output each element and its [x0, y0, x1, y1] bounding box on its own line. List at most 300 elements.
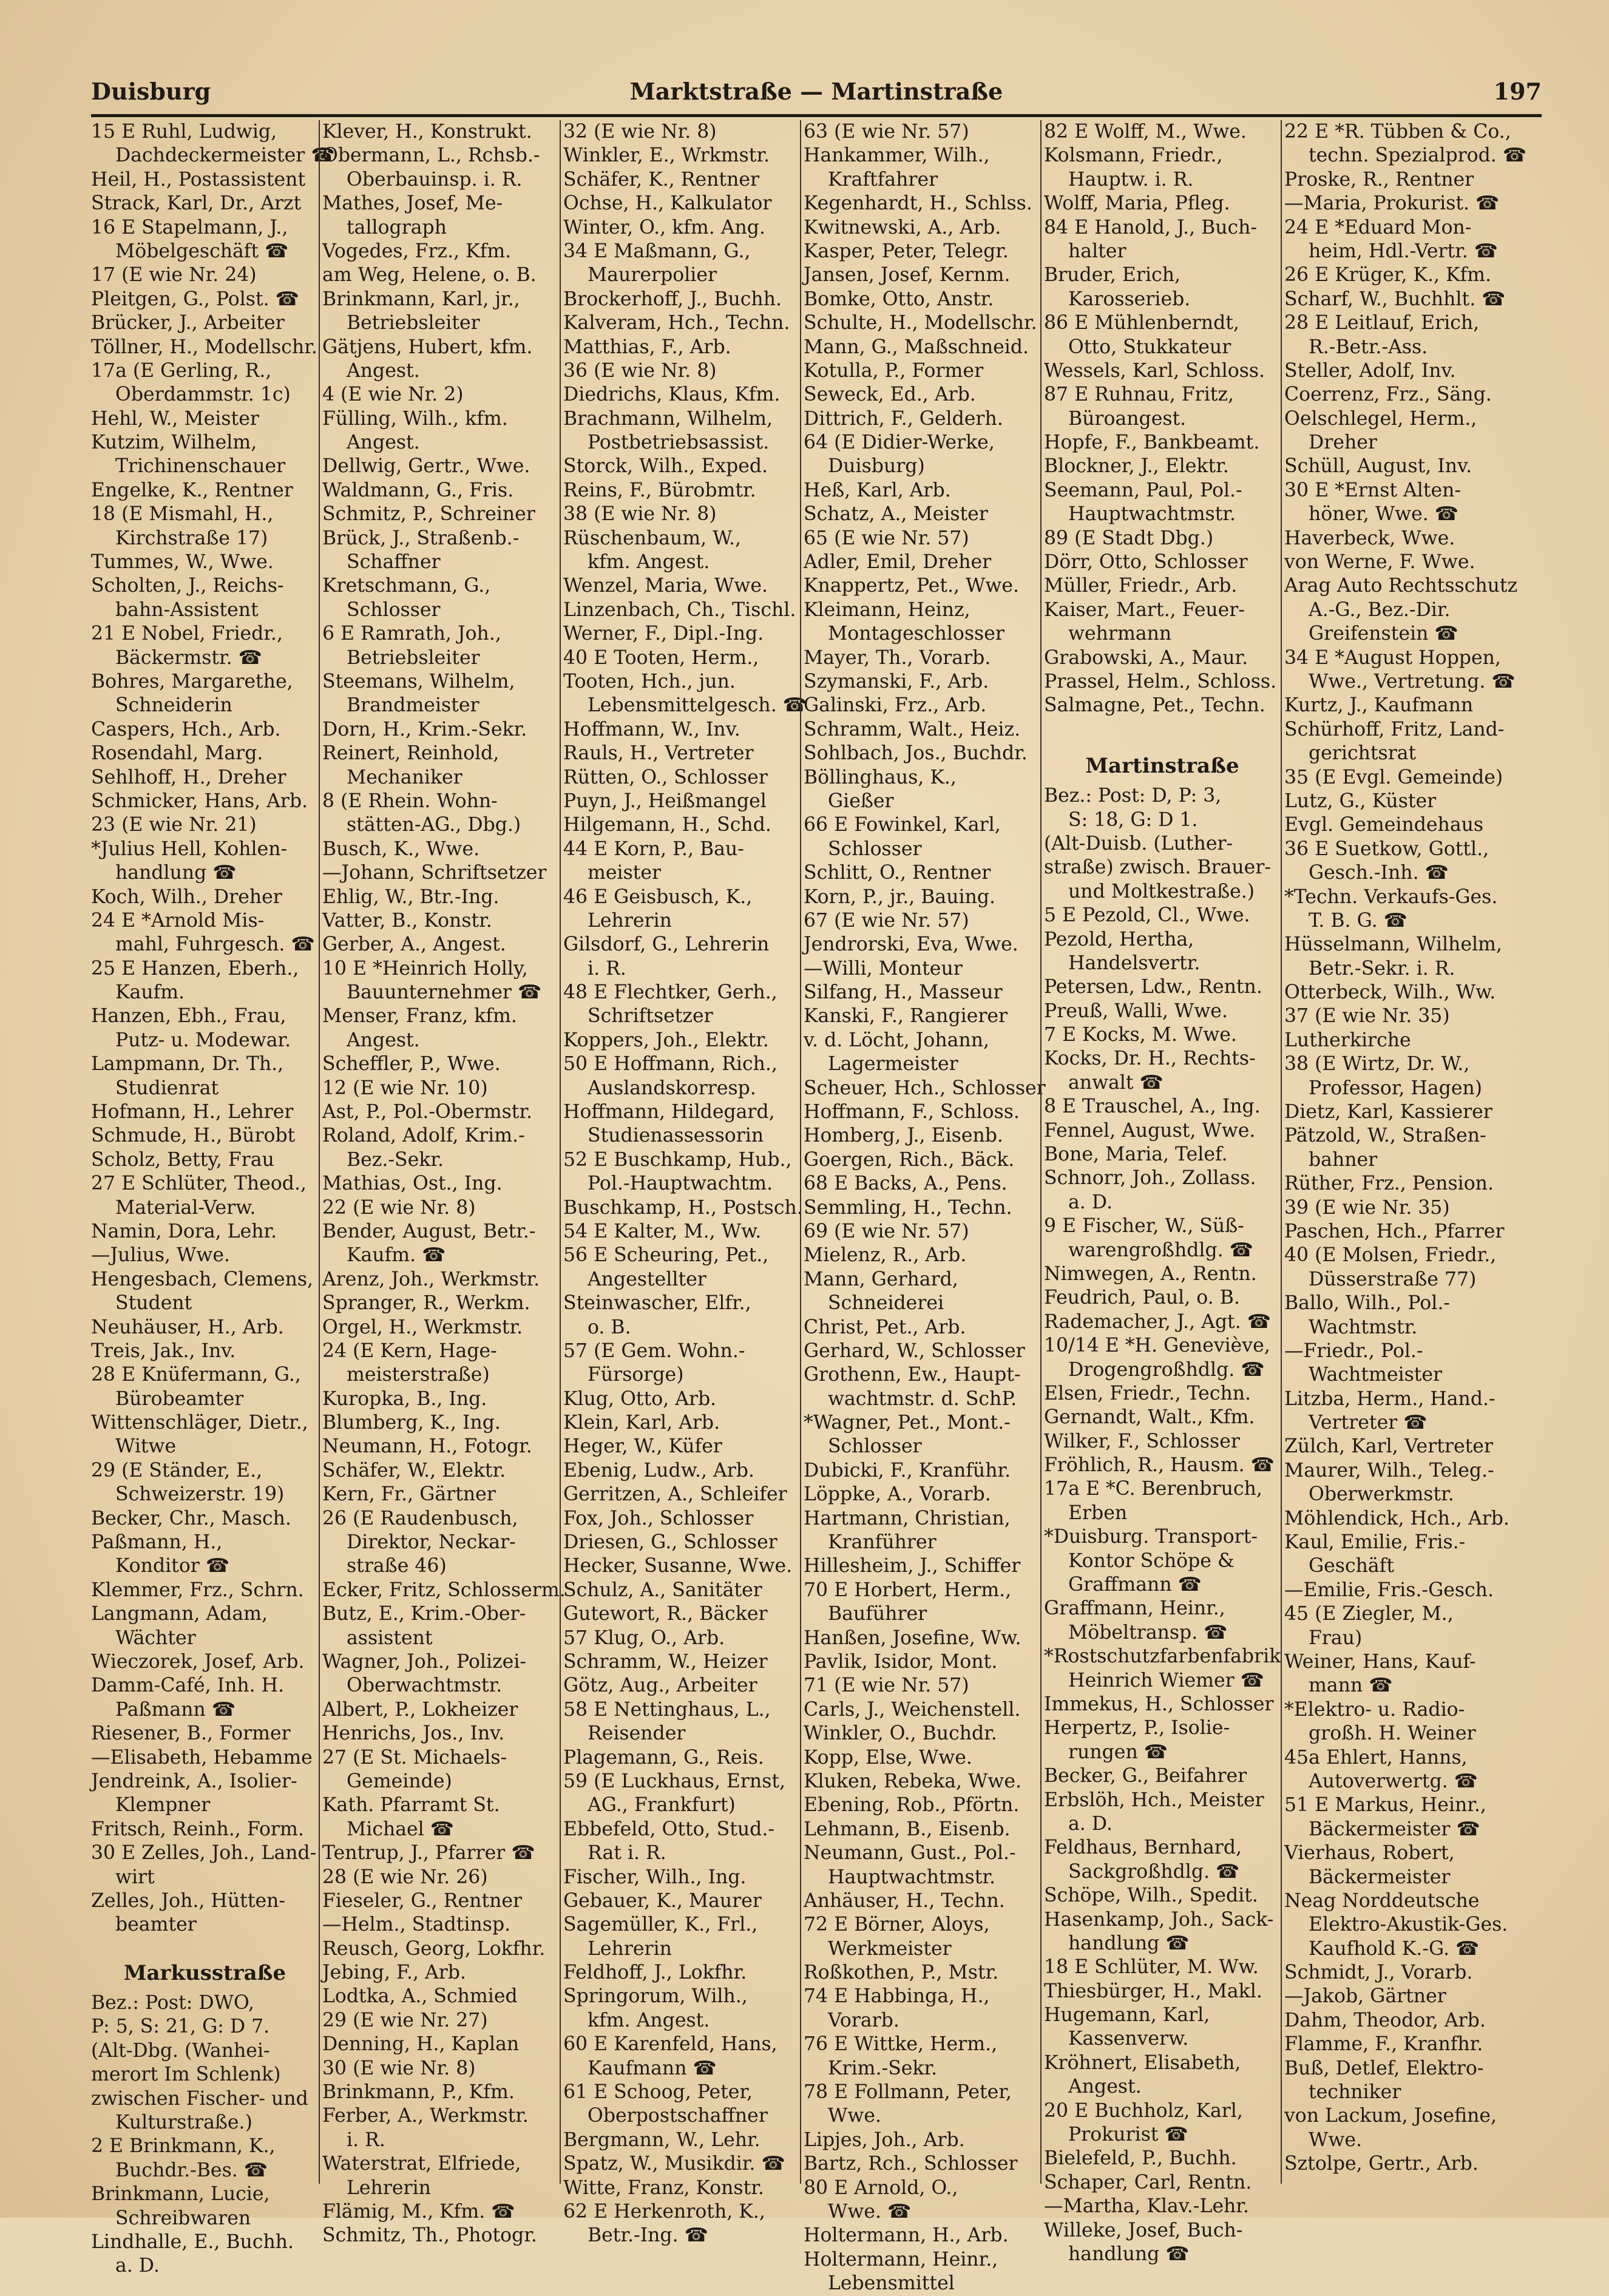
entry-continuation: Bäckermstr. ☎	[115, 646, 262, 669]
directory-entry: 17a (E Gerling, R.,	[91, 359, 272, 382]
directory-entry: Kleimann, Heinz,	[804, 598, 970, 621]
entry-continuation: mahl, Fuhrgesch. ☎	[115, 933, 315, 956]
directory-entry: Löppke, A., Vorarb.	[804, 1483, 991, 1506]
directory-entry: Schürhoff, Fritz, Land-	[1284, 718, 1505, 740]
entry-continuation: Handelsvertr.	[1068, 952, 1201, 974]
directory-entry: Carls, J., Weichenstell.	[804, 1698, 1021, 1721]
directory-columns	[91, 120, 1542, 2295]
directory-entry: Hengesbach, Clemens,	[91, 1268, 314, 1290]
entry-continuation: Schneiderei	[828, 1292, 944, 1315]
entry-continuation: höner, Wwe. ☎	[1309, 503, 1459, 526]
entry-continuation: handlung ☎	[1068, 1932, 1190, 1954]
directory-entry: Reusch, Georg, Lokfhr.	[322, 1937, 546, 1960]
directory-entry: Fox, Joh., Schlosser	[563, 1507, 754, 1529]
directory-entry: 67 (E wie Nr. 57)	[804, 909, 969, 932]
entry-continuation: Angest.	[1068, 2076, 1142, 2098]
entry-continuation: Rat i. R.	[588, 1842, 666, 1864]
directory-entry: Ballo, Wilh., Pol.-	[1284, 1292, 1450, 1315]
directory-entry: —Willi, Monteur	[804, 957, 963, 980]
directory-entry: Töllner, H., Modellschr.	[91, 336, 317, 358]
directory-entry: Riesener, B., Former	[91, 1722, 291, 1745]
entry-continuation: T. B. G. ☎	[1309, 909, 1407, 932]
directory-entry: Möhlendick, Hch., Arb.	[1284, 1507, 1509, 1529]
entry-continuation: Gießer	[828, 790, 894, 812]
directory-entry: Blockner, J., Elektr.	[1044, 455, 1229, 478]
directory-entry: Kröhnert, Elisabeth,	[1044, 2051, 1241, 2074]
directory-entry: 76 E Wittke, Herm.,	[804, 2033, 998, 2056]
directory-entry: Hugemann, Karl,	[1044, 2004, 1210, 2027]
directory-entry: Pätzold, W., Straßen-	[1284, 1125, 1486, 1147]
directory-entry: Gilsdorf, G., Lehrerin	[563, 933, 770, 956]
directory-entry: Salmagne, Pet., Techn.	[1044, 694, 1265, 717]
directory-entry: Nimwegen, A., Rentn.	[1044, 1262, 1257, 1285]
directory-entry: Schüll, August, Inv.	[1284, 455, 1472, 478]
directory-entry: Seemann, Paul, Pol.-	[1044, 479, 1242, 501]
directory-entry: Vierhaus, Robert,	[1284, 1842, 1455, 1864]
entry-continuation: Montageschlosser	[828, 623, 1004, 645]
directory-entry: Reins, F., Bürobmtr.	[563, 479, 756, 501]
directory-entry: Dubicki, F., Kranführ.	[804, 1459, 1011, 1482]
directory-entry: 89 (E Stadt Dbg.)	[1044, 527, 1214, 549]
column-2	[319, 120, 566, 2247]
directory-entry: Klug, Otto, Arb.	[563, 1387, 717, 1410]
directory-entry: —Helm., Stadtinsp.	[322, 1914, 511, 1936]
directory-entry: Mielenz, R., Arb.	[804, 1244, 967, 1267]
directory-entry: Scholten, J., Reichs-	[91, 575, 284, 597]
directory-entry: Zülch, Karl, Vertreter	[1284, 1435, 1493, 1458]
directory-entry: Schramm, Walt., Heiz.	[804, 718, 1021, 740]
directory-entry: Albert, P., Lokheizer	[322, 1698, 518, 1721]
entry-continuation: A.-G., Bez.-Dir.	[1309, 598, 1451, 621]
directory-entry: 6 E Ramrath, Joh.,	[322, 623, 501, 645]
entry-continuation: Sackgroßhdlg. ☎	[1068, 1860, 1240, 1883]
entry-continuation: Schlosser	[828, 838, 922, 860]
entry-continuation: Lehrerin	[347, 2176, 431, 2199]
directory-entry: Jebing, F., Arb.	[322, 1962, 466, 1984]
directory-entry: Plagemann, G., Reis.	[563, 1746, 764, 1769]
entry-continuation: Wwe.	[828, 2105, 881, 2127]
entry-continuation: Vertreter ☎	[1309, 1412, 1428, 1434]
directory-entry: 44 E Korn, P., Bau-	[563, 838, 744, 860]
directory-entry: Puyn, J., Heißmangel	[563, 790, 767, 812]
entry-continuation: Oberdammstr. 1c)	[115, 384, 291, 406]
directory-entry: Rauls, H., Vertreter	[563, 742, 754, 765]
directory-entry: Scheuer, Hch., Schlosser	[804, 1077, 1046, 1099]
entry-continuation: Karosserieb.	[1068, 288, 1191, 310]
directory-entry: Mann, G., Maßschneid.	[804, 336, 1029, 358]
directory-entry: Evgl. Gemeindehaus	[1284, 814, 1484, 836]
entry-continuation: wirt	[115, 1866, 155, 1888]
directory-entry: 62 E Herkenroth, K.,	[563, 2200, 765, 2223]
directory-entry: von Werne, F. Wwe.	[1284, 551, 1475, 574]
directory-entry: —Maria, Prokurist. ☎	[1284, 192, 1500, 215]
directory-entry: Galinski, Frz., Arb.	[804, 694, 987, 717]
directory-entry: 56 E Scheuring, Pet.,	[563, 1244, 769, 1267]
directory-entry: Holtermann, H., Arb.	[804, 2224, 1009, 2247]
directory-entry: 21 E Nobel, Friedr.,	[91, 623, 283, 645]
directory-entry: 17a E *C. Berenbruch,	[1044, 1478, 1262, 1500]
directory-entry: Winter, O., kfm. Ang.	[563, 216, 765, 239]
directory-entry: Schmitz, Th., Photogr.	[322, 2224, 537, 2247]
entry-continuation: Kontor Schöpe &	[1068, 1549, 1235, 1572]
directory-entry: *Elektro- u. Radio-	[1284, 1698, 1465, 1721]
directory-entry: Reinert, Reinhold,	[322, 742, 500, 765]
directory-entry: 30 E *Ernst Alten-	[1284, 479, 1462, 501]
directory-entry: Kluken, Rebeka, Wwe.	[804, 1770, 1021, 1792]
entry-continuation: handlung ☎	[1068, 2243, 1190, 2265]
directory-entry: Kwitnewski, A., Arb.	[804, 216, 1001, 239]
directory-entry: Bomke, Otto, Anstr.	[804, 288, 994, 310]
directory-entry: (Alt-Dbg. (Wanhei-	[91, 2039, 270, 2062]
directory-entry: (Alt-Duisb. (Luther-	[1044, 832, 1233, 855]
directory-entry: Immekus, H., Schlosser	[1044, 1693, 1274, 1715]
entry-continuation: Reisender	[588, 1722, 686, 1745]
entry-continuation: Angestellter	[588, 1268, 706, 1290]
directory-entry: 48 E Flechtker, Gerh.,	[563, 981, 777, 1004]
directory-entry: Kuropka, B., Ing.	[322, 1387, 487, 1410]
entry-continuation: Wwe., Vertretung. ☎	[1309, 670, 1516, 693]
directory-entry: Hüsselmann, Wilhelm,	[1284, 933, 1502, 956]
directory-entry: 37 (E wie Nr. 35)	[1284, 1005, 1450, 1028]
directory-entry: Neumann, Gust., Pol.-	[804, 1842, 1016, 1864]
directory-entry: 46 E Geisbusch, K.,	[563, 886, 753, 908]
entry-continuation: tallograph	[347, 216, 447, 239]
directory-entry: Buschkamp, H., Postsch.	[563, 1196, 803, 1219]
directory-entry: Gebauer, K., Maurer	[563, 1889, 762, 1912]
directory-entry: 84 E Hanold, J., Buch-	[1044, 216, 1258, 239]
entry-continuation: Oberpostschaffner	[588, 2105, 768, 2127]
directory-entry: *Wagner, Pet., Mont.-	[804, 1412, 1011, 1434]
directory-entry: Lipjes, Joh., Arb.	[804, 2128, 965, 2151]
directory-entry: 74 E Habbinga, H.,	[804, 1985, 990, 2008]
directory-entry: 7 E Kocks, M. Wwe.	[1044, 1024, 1237, 1046]
entry-continuation: Angest.	[347, 432, 420, 454]
directory-entry: Pezold, Hertha,	[1044, 928, 1194, 950]
directory-entry: 38 (E wie Nr. 8)	[563, 503, 717, 526]
directory-entry: Wittenschläger, Dietr.,	[91, 1412, 308, 1434]
directory-entry: 32 (E wie Nr. 8)	[563, 121, 717, 143]
directory-entry: Brockerhoff, J., Buchh.	[563, 288, 782, 310]
directory-entry: 34 E Maßmann, G.,	[563, 240, 751, 262]
directory-entry: Lehmann, B., Eisenb.	[804, 1818, 1011, 1840]
entry-continuation: Lehrerin	[588, 909, 672, 932]
directory-entry: 65 (E wie Nr. 57)	[804, 527, 969, 549]
directory-entry: 38 (E Wirtz, Dr. W.,	[1284, 1053, 1470, 1075]
entry-continuation: Greifenstein ☎	[1309, 623, 1458, 645]
directory-entry: —Johann, Schriftsetzer	[322, 862, 547, 884]
entry-continuation: kfm. Angest.	[588, 2009, 710, 2031]
directory-entry: Roland, Adolf, Krim.-	[322, 1125, 525, 1147]
entry-continuation: Graffmann ☎	[1068, 1574, 1202, 1596]
directory-entry: Ferber, A., Werkmstr.	[322, 2105, 529, 2127]
directory-entry: Vatter, B., Konstr.	[322, 909, 492, 932]
directory-entry: Kalveram, Hch., Techn.	[563, 312, 790, 334]
entry-continuation: Trichinenschauer	[115, 455, 286, 478]
directory-entry: Denning, H., Kaplan	[322, 2033, 520, 2056]
directory-entry: Elsen, Friedr., Techn.	[1044, 1382, 1252, 1404]
directory-entry: 16 E Stapelmann, J.,	[91, 216, 288, 239]
directory-entry: Klemmer, Frz., Schrn.	[91, 1579, 304, 1601]
directory-entry: Steemans, Wilhelm,	[322, 670, 515, 693]
directory-entry: Bohres, Margarethe,	[91, 670, 293, 693]
directory-entry: Christ, Pet., Arb.	[804, 1316, 966, 1338]
directory-entry: Dellwig, Gertr., Wwe.	[322, 455, 530, 478]
directory-entry: Dahm, Theodor, Arb.	[1284, 2009, 1486, 2031]
entry-continuation: Betriebsleiter	[347, 646, 480, 669]
directory-entry: Hehl, W., Meister	[91, 407, 259, 430]
directory-entry: Steller, Adolf, Inv.	[1284, 359, 1456, 382]
entry-continuation: Prokurist ☎	[1068, 2124, 1188, 2146]
entry-continuation: Hauptwachtmstr.	[1068, 503, 1236, 526]
entry-continuation: AG., Frankfurt)	[588, 1794, 736, 1817]
directory-entry: Goergen, Rich., Bäck.	[804, 1148, 1015, 1171]
directory-entry: Ochse, H., Kalkulator	[563, 192, 772, 215]
directory-entry: 18 E Schlüter, M. Ww.	[1044, 1956, 1259, 1979]
directory-entry: Dittrich, F., Gelderh.	[804, 407, 1003, 430]
entry-continuation: o. B.	[588, 1316, 631, 1338]
directory-entry: zwischen Fischer- und	[91, 2087, 308, 2110]
directory-entry: Bartz, Rch., Schlosser	[804, 2153, 1018, 2175]
entry-continuation: meister	[588, 862, 662, 884]
directory-entry: 54 E Kalter, M., Ww.	[563, 1220, 762, 1242]
directory-entry: Heil, H., Postassistent	[91, 168, 306, 191]
directory-entry: Butz, E., Krim.-Ober-	[322, 1603, 526, 1625]
directory-entry: Kopp, Else, Wwe.	[804, 1746, 972, 1769]
entry-continuation: gerichtsrat	[1309, 742, 1417, 765]
directory-entry: 40 (E Molsen, Friedr.,	[1284, 1244, 1497, 1267]
entry-continuation: warengroßhdlg. ☎	[1068, 1239, 1253, 1261]
directory-entry: Brück, J., Straßenb.-	[322, 527, 520, 549]
entry-continuation: anwalt ☎	[1068, 1071, 1164, 1094]
directory-entry: Spranger, R., Werkm.	[322, 1292, 530, 1315]
entry-continuation: Bürobeamter	[115, 1387, 244, 1410]
directory-entry: Lodtka, A., Schmied	[322, 1985, 518, 2008]
directory-entry: 9 E Fischer, W., Süß-	[1044, 1215, 1244, 1238]
directory-entry: v. d. Löcht, Johann,	[804, 1029, 990, 1051]
entry-continuation: Professor, Hagen)	[1309, 1077, 1483, 1099]
entry-continuation: Schriftsetzer	[588, 1005, 713, 1028]
directory-entry: Koppers, Joh., Elektr.	[563, 1029, 769, 1051]
entry-continuation: Hauptwachtmstr.	[828, 1866, 995, 1888]
directory-entry: Schaper, Carl, Rentn.	[1044, 2171, 1252, 2193]
header-rule	[91, 114, 1542, 117]
directory-entry: *Duisburg. Transport-	[1044, 1526, 1258, 1548]
directory-entry: Fritsch, Reinh., Form.	[91, 1818, 304, 1840]
directory-entry: Böllinghaus, K.,	[804, 766, 957, 788]
directory-entry: Wieczorek, Josef, Arb.	[91, 1651, 305, 1673]
entry-continuation: a. D.	[1068, 1191, 1113, 1213]
entry-continuation: bahn-Assistent	[115, 598, 259, 621]
directory-entry: Brachmann, Wilhelm,	[563, 407, 773, 430]
directory-entry: Brinkmann, Karl, jr.,	[322, 288, 520, 310]
directory-entry: Jendrorski, Eva, Wwe.	[804, 933, 1018, 956]
directory-entry: Tooten, Hch., jun.	[563, 670, 736, 693]
entry-continuation: Kaufm. ☎	[347, 1244, 446, 1267]
directory-entry: Lutz, G., Küster	[1284, 790, 1437, 812]
directory-entry: 40 E Tooten, Herm.,	[563, 646, 759, 669]
directory-entry: Gerritzen, A., Schleifer	[563, 1483, 787, 1506]
directory-entry: Namin, Dora, Lehr.	[91, 1220, 277, 1242]
entry-continuation: kfm. Angest.	[588, 551, 710, 574]
directory-entry: Engelke, K., Rentner	[91, 479, 293, 501]
directory-entry: Schmitz, P., Schreiner	[322, 503, 535, 526]
entry-continuation: Kaufm.	[115, 981, 185, 1004]
directory-entry: Werner, F., Dipl.-Ing.	[563, 623, 764, 645]
street-range-heading: Marktstraße — Martinstraße	[629, 78, 1003, 105]
entry-continuation: Oberbauinsp. i. R.	[347, 168, 523, 191]
directory-entry: Schatz, A., Meister	[804, 503, 988, 526]
entry-continuation: Kassenverw.	[1068, 2028, 1189, 2050]
entry-continuation: wehrmann	[1068, 623, 1172, 645]
entry-continuation: Lehrerin	[588, 1937, 672, 1960]
directory-entry: 27 E Schlüter, Theod.,	[91, 1173, 307, 1195]
directory-entry: 68 E Backs, A., Pens.	[804, 1173, 1008, 1195]
entry-continuation: Dachdeckermeister ☎	[115, 144, 335, 167]
directory-entry: 59 (E Luckhaus, Ernst,	[563, 1770, 786, 1792]
directory-entry: Fennel, August, Wwe.	[1044, 1119, 1256, 1142]
directory-entry: Langmann, Adam,	[91, 1603, 268, 1625]
directory-entry: 86 E Mühlenberndt,	[1044, 312, 1239, 334]
directory-entry: Weiner, Hans, Kauf-	[1284, 1651, 1476, 1673]
entry-continuation: techniker	[1309, 2081, 1401, 2104]
directory-entry: Kutzim, Wilhelm,	[91, 432, 257, 454]
entry-continuation: a. D.	[115, 2255, 160, 2277]
directory-entry: Hofmann, H., Lehrer	[91, 1101, 294, 1123]
entry-continuation: Betr.-Ing. ☎	[588, 2224, 708, 2247]
directory-entry: Hecker, Susanne, Wwe.	[563, 1555, 793, 1577]
column-1	[91, 120, 335, 2277]
entry-continuation: Brandmeister	[347, 694, 479, 717]
directory-entry: Bender, August, Betr.-	[322, 1220, 536, 1242]
entry-continuation: Klempner	[115, 1794, 211, 1817]
directory-entry: *Techn. Verkaufs-Ges.	[1284, 886, 1498, 908]
directory-entry: Vogedes, Frz., Kfm.	[322, 240, 512, 262]
directory-entry: Bez.: Post: DWO,	[91, 1992, 254, 2014]
directory-entry: Hanßen, Josefine, Ww.	[804, 1627, 1021, 1649]
directory-entry: *Rostschutzfarbenfabrik	[1044, 1645, 1281, 1668]
directory-entry: Hoffmann, Hildegard,	[563, 1101, 775, 1123]
directory-entry: *Julius Hell, Kohlen-	[91, 838, 288, 860]
directory-entry: Busch, K., Wwe.	[322, 838, 480, 860]
directory-entry: Neuhäuser, H., Arb.	[91, 1316, 284, 1338]
directory-entry: Scholz, Betty, Frau	[91, 1148, 274, 1171]
entry-continuation: Geschäft	[1309, 1555, 1394, 1577]
directory-entry: Prassel, Helm., Schloss.	[1044, 670, 1277, 693]
entry-continuation: Student	[115, 1292, 192, 1315]
directory-entry: Szymanski, F., Arb.	[804, 670, 989, 693]
entry-continuation: Schweizerstr. 19)	[115, 1483, 285, 1506]
directory-entry: Kern, Fr., Gärtner	[322, 1483, 496, 1506]
directory-entry: Knappertz, Pet., Wwe.	[804, 575, 1020, 597]
directory-entry: 70 E Horbert, Herm.,	[804, 1579, 1012, 1601]
directory-entry: Schmidt, J., Vorarb.	[1284, 1962, 1473, 1984]
directory-entry: 12 (E wie Nr. 10)	[322, 1077, 488, 1099]
directory-entry: 4 (E wie Nr. 2)	[322, 384, 464, 406]
entry-continuation: Buchdr.-Bes. ☎	[115, 2159, 268, 2181]
entry-continuation: Wachtmstr.	[1309, 1316, 1418, 1338]
directory-entry: Holtermann, Heinr.,	[804, 2248, 998, 2271]
directory-entry: Gerhard, W., Schlosser	[804, 1339, 1025, 1362]
directory-entry: Rüther, Frz., Pension.	[1284, 1173, 1494, 1195]
directory-entry: 28 E Knüfermann, G.,	[91, 1364, 301, 1386]
directory-entry: 22 (E wie Nr. 8)	[322, 1196, 476, 1219]
page-header	[91, 78, 1542, 114]
spacer	[1044, 718, 1281, 730]
directory-entry: 87 E Ruhnau, Fritz,	[1044, 384, 1235, 406]
directory-entry: Paßmann, H.,	[91, 1531, 223, 1554]
directory-entry: Maurer, Wilh., Teleg.-	[1284, 1459, 1494, 1482]
directory-entry: Erbslöh, Hch., Meister	[1044, 1789, 1264, 1811]
directory-entry: Jendreink, A., Isolier-	[91, 1770, 297, 1792]
directory-entry: 27 (E St. Michaels-	[322, 1746, 507, 1769]
directory-entry: Tentrup, J., Pfarrer ☎	[322, 1842, 535, 1864]
page-number: 197	[1493, 78, 1542, 105]
directory-entry: 24 E *Arnold Mis-	[91, 909, 265, 932]
directory-entry: Gernandt, Walt., Kfm.	[1044, 1406, 1255, 1429]
directory-entry: Kretschmann, G.,	[322, 575, 491, 597]
directory-entry: Seweck, Ed., Arb.	[804, 384, 976, 406]
directory-entry: 34 E *August Hoppen,	[1284, 646, 1501, 669]
entry-continuation: Oberwachtmstr.	[347, 1675, 503, 1697]
directory-entry: Flämig, M., Kfm. ☎	[322, 2200, 515, 2223]
entry-continuation: Witwe	[115, 1435, 177, 1458]
directory-entry: Ast, P., Pol.-Obermstr.	[322, 1101, 533, 1123]
entry-continuation: Bauunternehmer ☎	[347, 981, 542, 1004]
directory-entry: Herpertz, P., Isolie-	[1044, 1717, 1230, 1739]
directory-entry: Menser, Franz, kfm.	[322, 1005, 517, 1028]
column-6	[1281, 120, 1542, 2184]
directory-entry: Koch, Wilh., Dreher	[91, 886, 282, 908]
entry-continuation: Frau)	[1309, 1627, 1363, 1649]
directory-entry: Hoffmann, W., Inv.	[563, 718, 740, 740]
entry-continuation: Wwe. ☎	[828, 2200, 912, 2223]
directory-entry: Gutewort, R., Bäcker	[563, 1603, 768, 1625]
directory-entry: Rosendahl, Marg.	[91, 742, 263, 765]
directory-entry: Jansen, Josef, Kernm.	[804, 264, 1011, 286]
directory-entry: Sehlhoff, H., Dreher	[91, 766, 286, 788]
directory-entry: 57 Klug, O., Arb.	[563, 1627, 725, 1649]
directory-entry: 22 E *R. Tübben & Co.,	[1284, 121, 1511, 143]
directory-entry: Rüschenbaum, W.,	[563, 527, 742, 549]
directory-entry: 10/14 E *H. Geneviève,	[1044, 1335, 1270, 1357]
spacer	[91, 1937, 319, 1949]
directory-entry: Hasenkamp, Joh., Sack-	[1044, 1908, 1274, 1931]
entry-continuation: assistent	[347, 1627, 433, 1649]
entry-continuation: großh. H. Weiner	[1309, 1722, 1476, 1745]
entry-continuation: Möbeltransp. ☎	[1068, 1621, 1228, 1644]
directory-entry: Bruder, Erich,	[1044, 264, 1180, 286]
directory-entry: Blumberg, K., Ing.	[322, 1412, 501, 1434]
directory-entry: Proske, R., Rentner	[1284, 168, 1474, 191]
entry-continuation: S: 18, G: D 1.	[1068, 808, 1198, 831]
directory-entry: —Julius, Wwe.	[91, 1244, 231, 1267]
directory-entry: 23 (E wie Nr. 21)	[91, 814, 257, 836]
directory-entry: 29 (E Ständer, E.,	[91, 1459, 263, 1482]
directory-entry: Spatz, W., Musikdir. ☎	[563, 2153, 785, 2175]
directory-entry: Hillesheim, J., Schiffer	[804, 1555, 1021, 1577]
directory-entry: 52 E Buschkamp, Hub.,	[563, 1148, 792, 1171]
directory-entry: 2 E Brinkmann, K.,	[91, 2135, 276, 2158]
directory-entry: Ebenig, Ludw., Arb.	[563, 1459, 754, 1482]
directory-entry: P: 5, S: 21, G: D 7.	[91, 2016, 270, 2038]
entry-continuation: Schneiderin	[115, 694, 232, 717]
entry-continuation: Otto, Stukkateur	[1068, 336, 1231, 358]
entry-continuation: und Moltkestraße.)	[1068, 880, 1255, 902]
directory-entry: Wenzel, Maria, Wwe.	[563, 575, 768, 597]
directory-entry: Sagemüller, K., Frl.,	[563, 1914, 758, 1936]
directory-entry: Mathes, Josef, Me-	[322, 192, 503, 215]
directory-entry: straße) zwisch. Brauer-	[1044, 856, 1272, 879]
